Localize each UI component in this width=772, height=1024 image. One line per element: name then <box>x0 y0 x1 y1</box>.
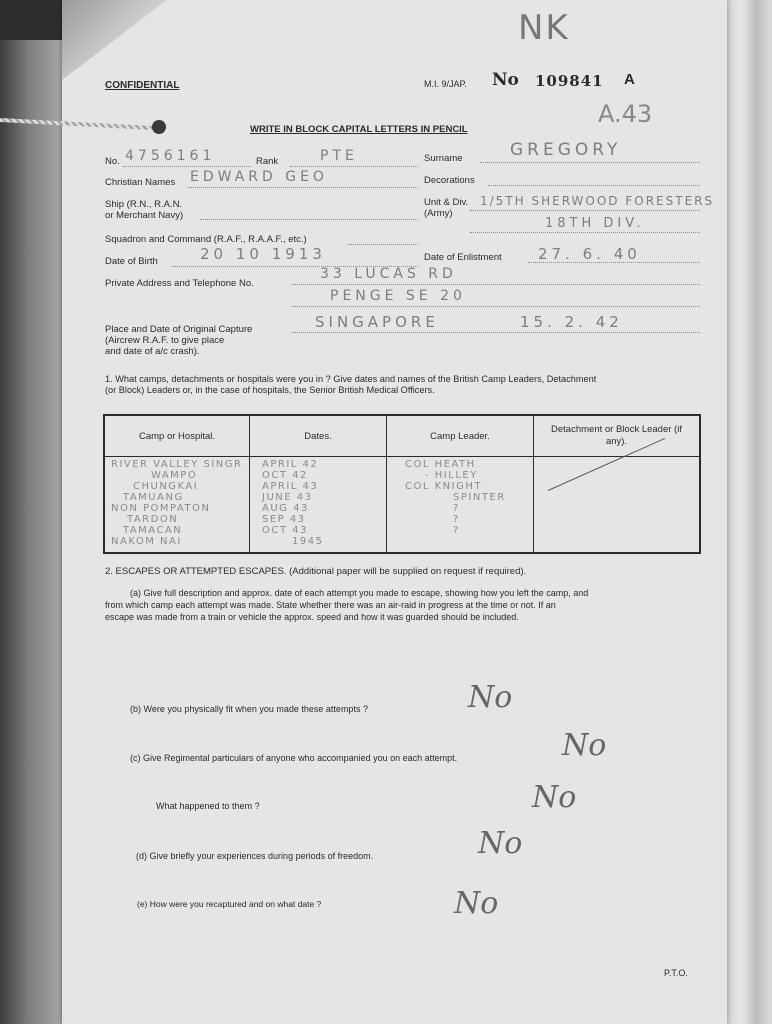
enlistment-value: 27. 6. 40 <box>538 245 641 263</box>
list-item: COL KNIGHT <box>405 481 482 492</box>
question-2a-text-2: from which camp each attempt was made. State whether there was an air-raid in progress at the time or not. If an <box>105 600 556 610</box>
list-item: TARDON <box>127 514 179 525</box>
decorations-label: Decorations <box>424 175 475 186</box>
col-leader-header: Camp Leader. <box>387 415 534 457</box>
christian-names-label: Christian Names <box>105 177 176 188</box>
number-label: No <box>492 70 519 90</box>
detachment-cell <box>534 457 701 554</box>
list-item: OCT 42 <box>262 470 308 481</box>
unit-label: Unit & Div. <box>424 197 469 208</box>
dates-cell <box>250 457 387 554</box>
list-item: ? <box>453 514 460 525</box>
form-suffix: A <box>624 71 635 88</box>
address-line-2: PENGE SE 20 <box>330 288 466 304</box>
capture-label: Place and Date of Original Capture <box>105 324 253 335</box>
col-dates-header: Dates. <box>250 415 387 457</box>
list-item: 1945 <box>292 536 324 547</box>
question-1-text: 1. What camps, detachments or hospitals were you in ? Give dates and names of the British Camp Leaders, Detachment <box>105 374 597 384</box>
surname-label: Surname <box>424 153 463 164</box>
list-item: AUG 43 <box>262 503 309 514</box>
list-item: ? <box>453 503 460 514</box>
answer-2e: No <box>454 886 499 921</box>
capture-label-3: and date of a/c crash). <box>105 346 200 357</box>
leaders-cell <box>387 457 534 554</box>
list-item: ? <box>453 525 460 536</box>
address-label: Private Address and Telephone No. <box>105 278 254 289</box>
list-item: SPINTER <box>453 492 506 503</box>
question-2d-text: (d) Give briefly your experiences during periods of freedom. <box>136 851 374 861</box>
list-item: CHUNGKAI <box>133 481 199 492</box>
squadron-label: Squadron and Command (R.A.F., R.A.A.F., etc.) <box>105 234 307 245</box>
dob-label: Date of Birth <box>105 256 158 267</box>
ship-label: Ship (R.N., R.A.N. <box>105 199 183 210</box>
confidential-label: CONFIDENTIAL <box>105 80 180 91</box>
list-item: TAMUANG <box>123 492 184 503</box>
list-item: COL HEATH <box>405 459 476 470</box>
ship-label-2: or Merchant Navy) <box>105 210 184 221</box>
list-item: WAMPO <box>151 470 198 481</box>
surname-value: GREGORY <box>510 140 622 160</box>
list-item: - HILLEY <box>425 470 478 481</box>
punch-hole <box>152 120 166 134</box>
dob-value: 20 10 1913 <box>200 245 326 263</box>
rank-label: Rank <box>256 156 279 167</box>
list-item: OCT 43 <box>262 525 308 536</box>
col-camp-header: Camp or Hospital. <box>104 415 250 457</box>
question-1-text-2: (or Block) Leaders or, in the case of hospitals, the Senior British Medical Officers. <box>105 385 435 395</box>
form-number: 109841 <box>535 72 604 90</box>
christian-names-value: EDWARD GEO <box>190 169 328 185</box>
capture-date: 15. 2. 42 <box>520 313 623 331</box>
list-item: JUNE 43 <box>262 492 313 503</box>
unit-label-2: (Army) <box>424 208 453 219</box>
table-row <box>104 457 700 554</box>
question-2a-text: (a) Give full description and approx. date of each attempt you made to escape, showing how you left the camp, and <box>130 588 589 598</box>
capture-place: SINGAPORE <box>315 313 439 331</box>
answer-2b: No <box>468 680 513 715</box>
answer-2d: No <box>478 826 523 861</box>
division-value: 18TH DIV. <box>545 216 645 231</box>
handwritten-initials: NK <box>518 8 570 48</box>
unit-value: 1/5TH SHERWOOD FORESTERS <box>480 194 715 208</box>
list-item: NON POMPATON <box>111 503 211 514</box>
question-2a-text-3: escape was made from a train or vehicle the approx. speed and how it was guarded should be included. <box>105 612 519 622</box>
instruction-heading: WRITE IN BLOCK CAPITAL LETTERS IN PENCIL <box>250 124 468 135</box>
question-2c-followup-text: What happened to them ? <box>156 801 260 811</box>
list-item: NAKOM NAI <box>111 536 182 547</box>
question-2b-text: (b) Were you physically fit when you made these attempts ? <box>130 704 368 714</box>
list-item: APRIL 43 <box>262 481 319 492</box>
answer-2c-followup: No <box>532 780 577 815</box>
rank-value: PTE <box>320 148 358 164</box>
list-item: TAMACAN <box>123 525 183 536</box>
camps-cell <box>104 457 250 554</box>
answer-2c: No <box>562 728 607 763</box>
question-2-heading: 2. ESCAPES OR ATTEMPTED ESCAPES. (Additional paper will be supplied on request if required). <box>105 566 527 577</box>
binder-spine <box>0 0 70 1024</box>
address-line-1: 33 LUCAS RD <box>320 266 457 282</box>
camps-table <box>103 414 701 554</box>
question-2c-text: (c) Give Regimental particulars of anyone who accompanied you on each attempt. <box>130 753 458 763</box>
pto-label: P.T.O. <box>664 968 688 978</box>
form-reference: M.I. 9/JAP. <box>424 79 467 89</box>
enlistment-label: Date of Enlistment <box>424 252 502 263</box>
list-item: RIVER VALLEY SINGR <box>111 459 243 470</box>
service-number: 4756161 <box>125 148 216 164</box>
no-label: No. <box>105 156 120 167</box>
col-detachment-header: Detachment or Block Leader (if any). <box>534 415 701 457</box>
question-2e-text: (e) How were you recaptured and on what date ? <box>137 899 322 909</box>
camps-table-header <box>104 415 700 457</box>
capture-label-2: (Aircrew R.A.F. to give place <box>105 335 225 346</box>
handwritten-reference: A.43 <box>598 100 653 128</box>
list-item: APRIL 42 <box>262 459 319 470</box>
list-item: SEP 43 <box>262 514 306 525</box>
